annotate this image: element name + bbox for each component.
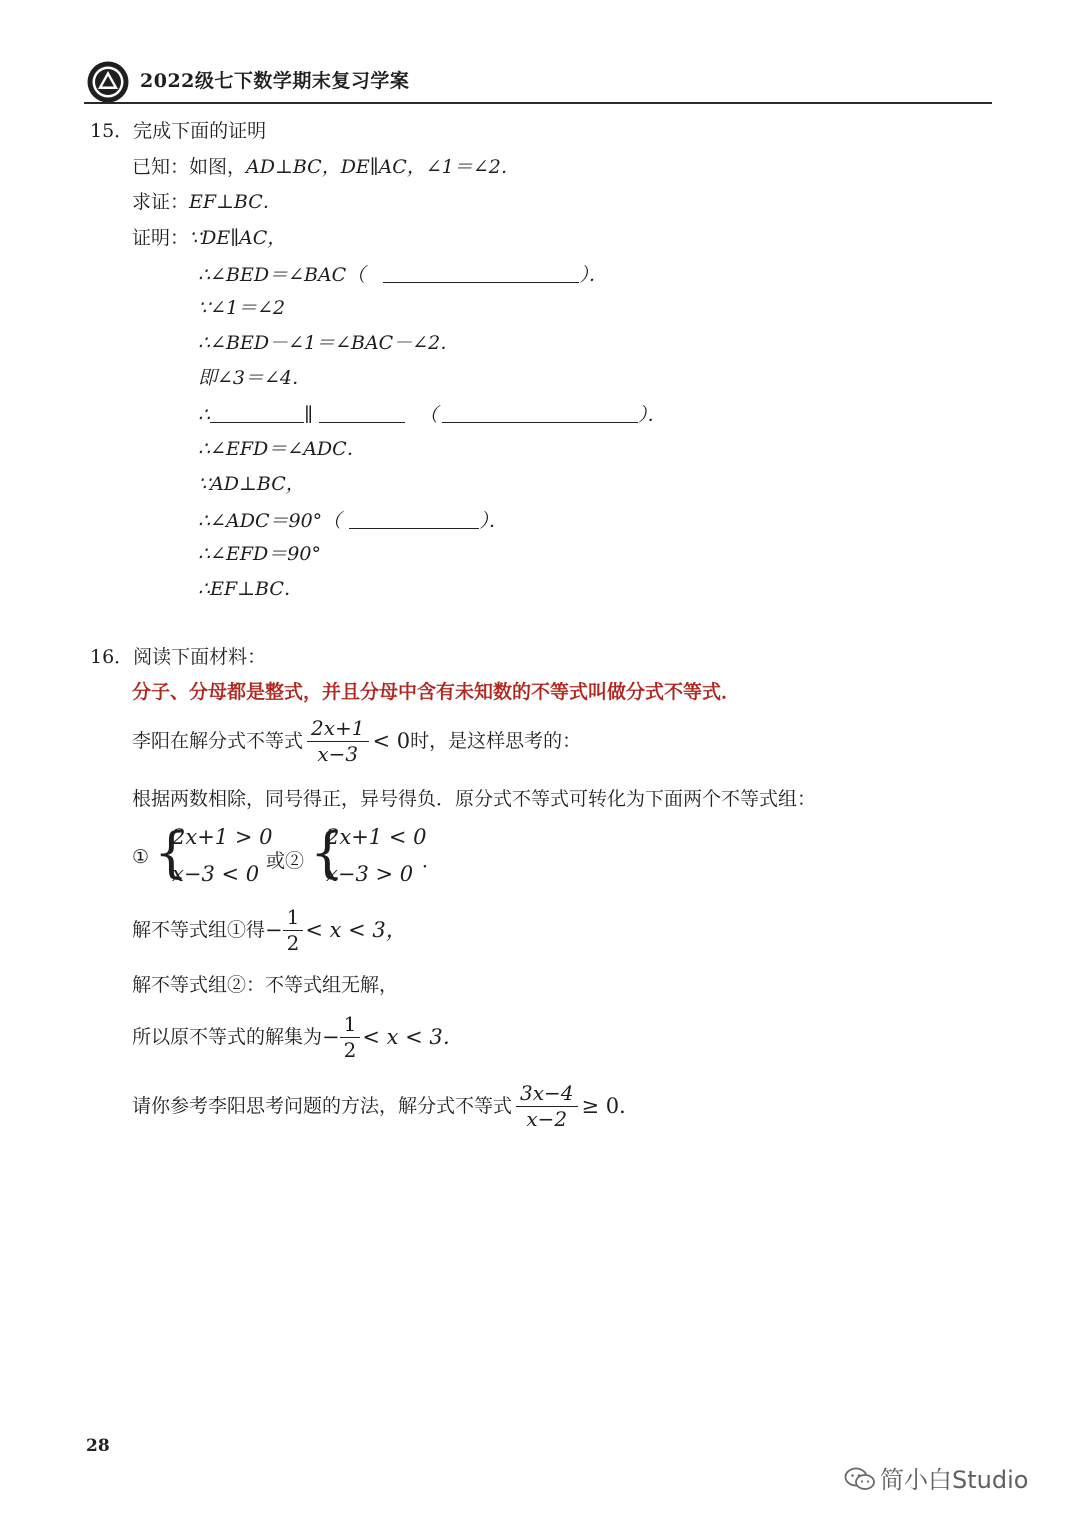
proof-step-10: ∴∠EFD＝90° <box>198 543 321 565</box>
given-label: 已知：如图， <box>132 156 247 178</box>
close-paren: ）． <box>479 510 508 532</box>
liyang-text: 李阳在解分式不等式 <box>132 730 304 752</box>
system-1-label: ① <box>132 846 150 868</box>
q15-title: 15．完成下面的证明 <box>90 120 267 142</box>
system-1-row-1: 2x+1 > 0 <box>172 825 273 849</box>
proof-step-9 <box>198 510 508 531</box>
answer-blank-5[interactable] <box>349 510 479 529</box>
system-end-mark: ． <box>422 850 442 872</box>
watermark-text: 简小白Studio <box>880 1466 1029 1494</box>
task-line <box>132 1081 640 1132</box>
liyang-text-after: 时，是这样思考的： <box>410 730 582 752</box>
q16-title: 16．阅读下面材料： <box>90 646 267 668</box>
system-2-brace: { <box>310 821 345 884</box>
final-solution-text: 所以原不等式的解集为 <box>132 1026 323 1048</box>
wechat-icon <box>844 1466 876 1492</box>
solution-1 <box>132 905 407 956</box>
answer-blank-3[interactable] <box>319 404 405 423</box>
step-text: ∴∠ADC＝90°（ <box>198 510 342 532</box>
fraction-one-half <box>340 1012 361 1063</box>
minus-sign: − <box>322 1025 340 1049</box>
reason-text: 根据两数相除，同号得正，异号得负．原分式不等式可转化为下面两个不等式组： <box>132 788 817 810</box>
proof-step-8: ∵AD⊥BC， <box>198 473 305 495</box>
frac-numerator: 3x−4 <box>516 1081 578 1107</box>
liyang-relation: < 0 <box>372 729 411 753</box>
school-logo-icon <box>86 60 130 104</box>
solution-2: 解不等式组②：不等式组无解， <box>132 974 399 996</box>
liyang-line <box>132 716 581 767</box>
prove-label: 求证： <box>132 191 190 213</box>
final-solution-range: < x < 3． <box>362 1025 464 1049</box>
minus-sign: − <box>265 918 283 942</box>
fraction-2x1-over-x3 <box>307 716 369 767</box>
frac-numerator: 1 <box>340 1012 361 1038</box>
solution-1-range: < x < 3， <box>305 918 407 942</box>
answer-blank-1[interactable] <box>383 264 579 283</box>
proof-label: 证明： <box>132 227 190 249</box>
frac-numerator: 2x+1 <box>307 716 369 742</box>
system-2-row-2: x−3 > 0 <box>326 862 414 886</box>
q15-given <box>132 158 520 177</box>
proof-step-6 <box>198 404 666 425</box>
close-paren: ）． <box>579 264 608 286</box>
proof-step-1 <box>132 229 286 248</box>
answer-blank-4[interactable] <box>442 404 638 423</box>
step-text: ∵DE∥AC， <box>189 227 287 249</box>
fraction-one-half <box>283 905 304 956</box>
header-divider <box>84 102 992 104</box>
parallel-symbol: ∥ <box>304 404 313 426</box>
open-paren: （ <box>418 404 438 426</box>
proof-step-7: ∴∠EFD＝∠ADC． <box>198 438 366 460</box>
final-solution <box>132 1012 464 1063</box>
fraction-3x4-over-x2 <box>516 1081 578 1132</box>
system-1-row-2: x−3 < 0 <box>172 862 260 886</box>
close-paren: ）． <box>637 404 667 426</box>
prove-math: EF⊥BC． <box>189 191 282 213</box>
frac-denominator: 2 <box>286 931 300 955</box>
step-text: ∴ <box>198 404 211 426</box>
watermark <box>844 1460 1028 1495</box>
task-text: 请你参考李阳思考问题的方法，解分式不等式 <box>132 1095 513 1117</box>
solution-1-text: 解不等式组①得 <box>132 919 266 941</box>
frac-numerator: 1 <box>283 905 304 931</box>
proof-step-4: ∴∠BED－∠1＝∠BAC－∠2． <box>198 332 460 354</box>
system-1-brace: { <box>154 821 189 884</box>
definition-text: 分子、分母都是整式，并且分母中含有未知数的不等式叫做分式不等式． <box>132 681 741 703</box>
system-2-row-1: 2x+1 < 0 <box>326 825 427 849</box>
inequality-systems <box>132 821 452 890</box>
answer-blank-2[interactable] <box>210 404 304 423</box>
proof-step-5: 即∠3＝∠4． <box>198 367 312 389</box>
given-math: AD⊥BC，DE∥AC，∠1＝∠2． <box>246 156 520 178</box>
proof-step-11: ∴EF⊥BC． <box>198 578 303 600</box>
document-title: 2022级七下数学期末复习学案 <box>140 70 410 92</box>
task-relation: ≥ 0． <box>581 1094 641 1118</box>
proof-step-2 <box>198 264 608 285</box>
step-text: ∴∠BED＝∠BAC（ <box>198 264 366 286</box>
page-number: 28 <box>86 1436 110 1456</box>
q15-prove <box>132 193 282 212</box>
frac-denominator: x−2 <box>526 1107 568 1131</box>
or-label: 或② <box>266 850 305 872</box>
frac-denominator: 2 <box>343 1038 357 1062</box>
proof-step-3: ∵∠1＝∠2 <box>198 297 286 319</box>
frac-denominator: x−3 <box>317 742 359 766</box>
